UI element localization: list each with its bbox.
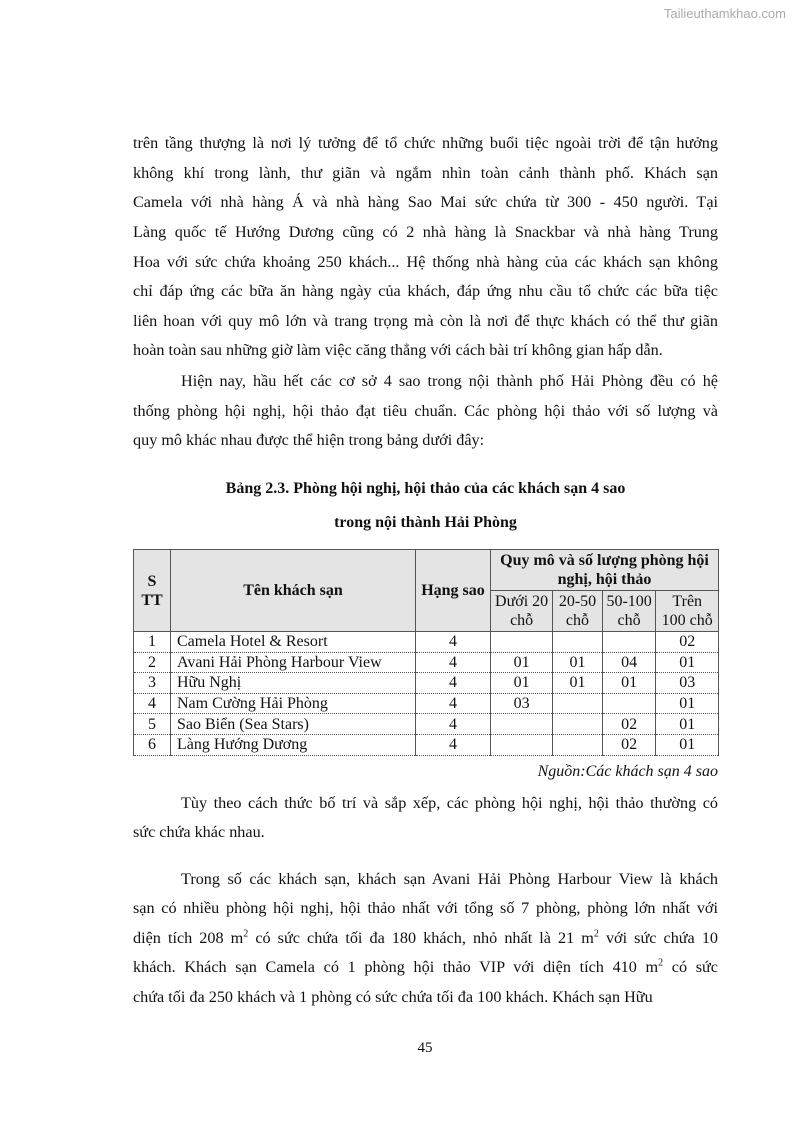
text-line: thống phòng hội nghị, hội thảo đạt tiêu chuẩn. Các phòng hội thảo với số lượng và: [133, 402, 718, 420]
table-source: Nguồn:Các khách sạn 4 sao: [537, 763, 718, 780]
superscript: 2: [658, 957, 664, 969]
table-cell: 01: [656, 652, 719, 673]
text-line: liên hoan với quy mô lớn và trang trọng mà còn là nơi để thực khách có thể thư giãn: [133, 312, 718, 330]
table-cell: 04: [602, 652, 656, 673]
text-line: Hoa với sức chứa khoảng 250 khách... Hệ thống nhà hàng của các khách sạn không: [133, 253, 718, 271]
table-cell: 01: [553, 673, 603, 694]
table-cell: 01: [553, 652, 603, 673]
table-cell: Hữu Nghị: [171, 673, 416, 694]
text-line: Trong số các khách sạn, khách sạn Avani Hải Phòng Harbour View là khách: [181, 870, 718, 888]
text-line: sức chứa khác nhau.: [133, 823, 265, 841]
text-segment: diện tích 208 m: [133, 929, 244, 947]
table-cell: [553, 693, 603, 714]
text-line: không khí trong lành, thư giãn và ngắm nhìn toàn cảnh thành phố. Khách sạn: [133, 164, 718, 182]
table-cell: Làng Hướng Dương: [171, 734, 416, 755]
table-cell: 01: [656, 714, 719, 735]
table-cell: [602, 693, 656, 714]
superscript: 2: [593, 928, 599, 940]
page-number: 45: [417, 1040, 433, 1056]
table-row: [134, 652, 719, 673]
table-cell: [553, 734, 603, 755]
table-cell: 01: [656, 734, 719, 755]
header-sub: 50-100 chỗ: [602, 591, 656, 632]
table-cell: [553, 632, 603, 653]
table-row: [134, 673, 719, 694]
table-cell: 1: [134, 632, 171, 653]
text-line: chỉ đáp ứng các bữa ăn hàng ngày của khách, đáp ứng nhu cầu tổ chức các bữa tiệc: [133, 282, 718, 300]
superscript: 2: [243, 928, 249, 940]
text-segment: có sức chứa tối đa 180 khách, nhỏ nhất là 21 m: [248, 929, 594, 947]
table-caption-line-1: Bảng 2.3. Phòng hội nghị, hội thảo của các khách sạn 4 sao: [225, 480, 626, 497]
table-cell: 2: [134, 652, 171, 673]
text-segment: có sức: [663, 958, 718, 976]
text-line: [133, 957, 718, 977]
header-name: Tên khách sạn: [171, 550, 416, 632]
table-cell: [491, 714, 553, 735]
text-line: chứa tối đa 250 khách và 1 phòng có sức chứa tối đa 100 khách. Khách sạn Hữu: [133, 988, 653, 1006]
table-cell: 01: [656, 693, 719, 714]
table-row: [134, 714, 719, 735]
text-line: Tùy theo cách thức bố trí và sắp xếp, các phòng hội nghị, hội thảo thường có: [181, 794, 718, 812]
text-segment: khách. Khách sạn Camela có 1 phòng hội thảo VIP với diện tích 410 m: [133, 958, 659, 976]
table-cell: 4: [416, 632, 491, 653]
table-caption-line-2: trong nội thành Hải Phòng: [334, 514, 517, 531]
table-cell: 4: [416, 693, 491, 714]
table-cell: Nam Cường Hải Phòng: [171, 693, 416, 714]
conference-rooms-table: [133, 549, 719, 756]
table-cell: 4: [416, 734, 491, 755]
table-cell: Camela Hotel & Resort: [171, 632, 416, 653]
text-line: hoàn toàn sau những giờ làm việc căng thẳng với cách bài trí không gian hấp dẫn.: [133, 341, 663, 359]
table-cell: 4: [416, 714, 491, 735]
table-cell: 4: [134, 693, 171, 714]
header-rank: Hạng sao: [416, 550, 491, 632]
table-cell: 03: [491, 693, 553, 714]
text-line: trên tầng thượng là nơi lý tưởng để tổ chức những buổi tiệc ngoài trời để tận hưởng: [133, 134, 718, 152]
table-cell: [553, 714, 603, 735]
header-sub: Dưới 20 chỗ: [491, 591, 553, 632]
table-cell: Sao Biển (Sea Stars): [171, 714, 416, 735]
text-line: sạn có nhiều phòng hội nghị, hội thảo nhất với tổng số 7 phòng, phòng lớn nhất với: [133, 899, 718, 917]
table-cell: 01: [491, 673, 553, 694]
table-cell: [491, 632, 553, 653]
table-cell: 4: [416, 652, 491, 673]
table-cell: 5: [134, 714, 171, 735]
table-cell: 4: [416, 673, 491, 694]
text-line: Làng quốc tế Hướng Dương cũng có 2 nhà hàng là Snackbar và nhà hàng Trung: [133, 223, 718, 241]
table-row: [134, 734, 719, 755]
table-cell: 01: [491, 652, 553, 673]
table-cell: 03: [656, 673, 719, 694]
table-cell: [491, 734, 553, 755]
table-cell: Avani Hải Phòng Harbour View: [171, 652, 416, 673]
table-cell: 02: [602, 714, 656, 735]
table-row: [134, 632, 719, 653]
table-cell: 3: [134, 673, 171, 694]
table-row: [134, 693, 719, 714]
text-line: Camela với nhà hàng Á và nhà hàng Sao Mai sức chứa từ 300 - 450 người. Tại: [133, 193, 718, 211]
header-sub: Trên 100 chỗ: [656, 591, 719, 632]
table-cell: 01: [602, 673, 656, 694]
table-cell: 02: [656, 632, 719, 653]
table-cell: 6: [134, 734, 171, 755]
header-stt: S TT: [134, 550, 171, 632]
watermark: Tailieuthamkhao.com: [663, 6, 786, 21]
header-sub: 20-50 chỗ: [553, 591, 603, 632]
header-group: Quy mô và số lượng phòng hội nghị, hội thảo: [491, 550, 719, 591]
text-line: quy mô khác nhau được thể hiện trong bảng dưới đây:: [133, 431, 485, 449]
table-cell: [602, 632, 656, 653]
table-cell: 02: [602, 734, 656, 755]
text-line: Hiện nay, hầu hết các cơ sở 4 sao trong nội thành phố Hải Phòng đều có hệ: [181, 372, 718, 390]
text-segment: với sức chứa 10: [598, 929, 718, 947]
text-line: [133, 928, 718, 948]
